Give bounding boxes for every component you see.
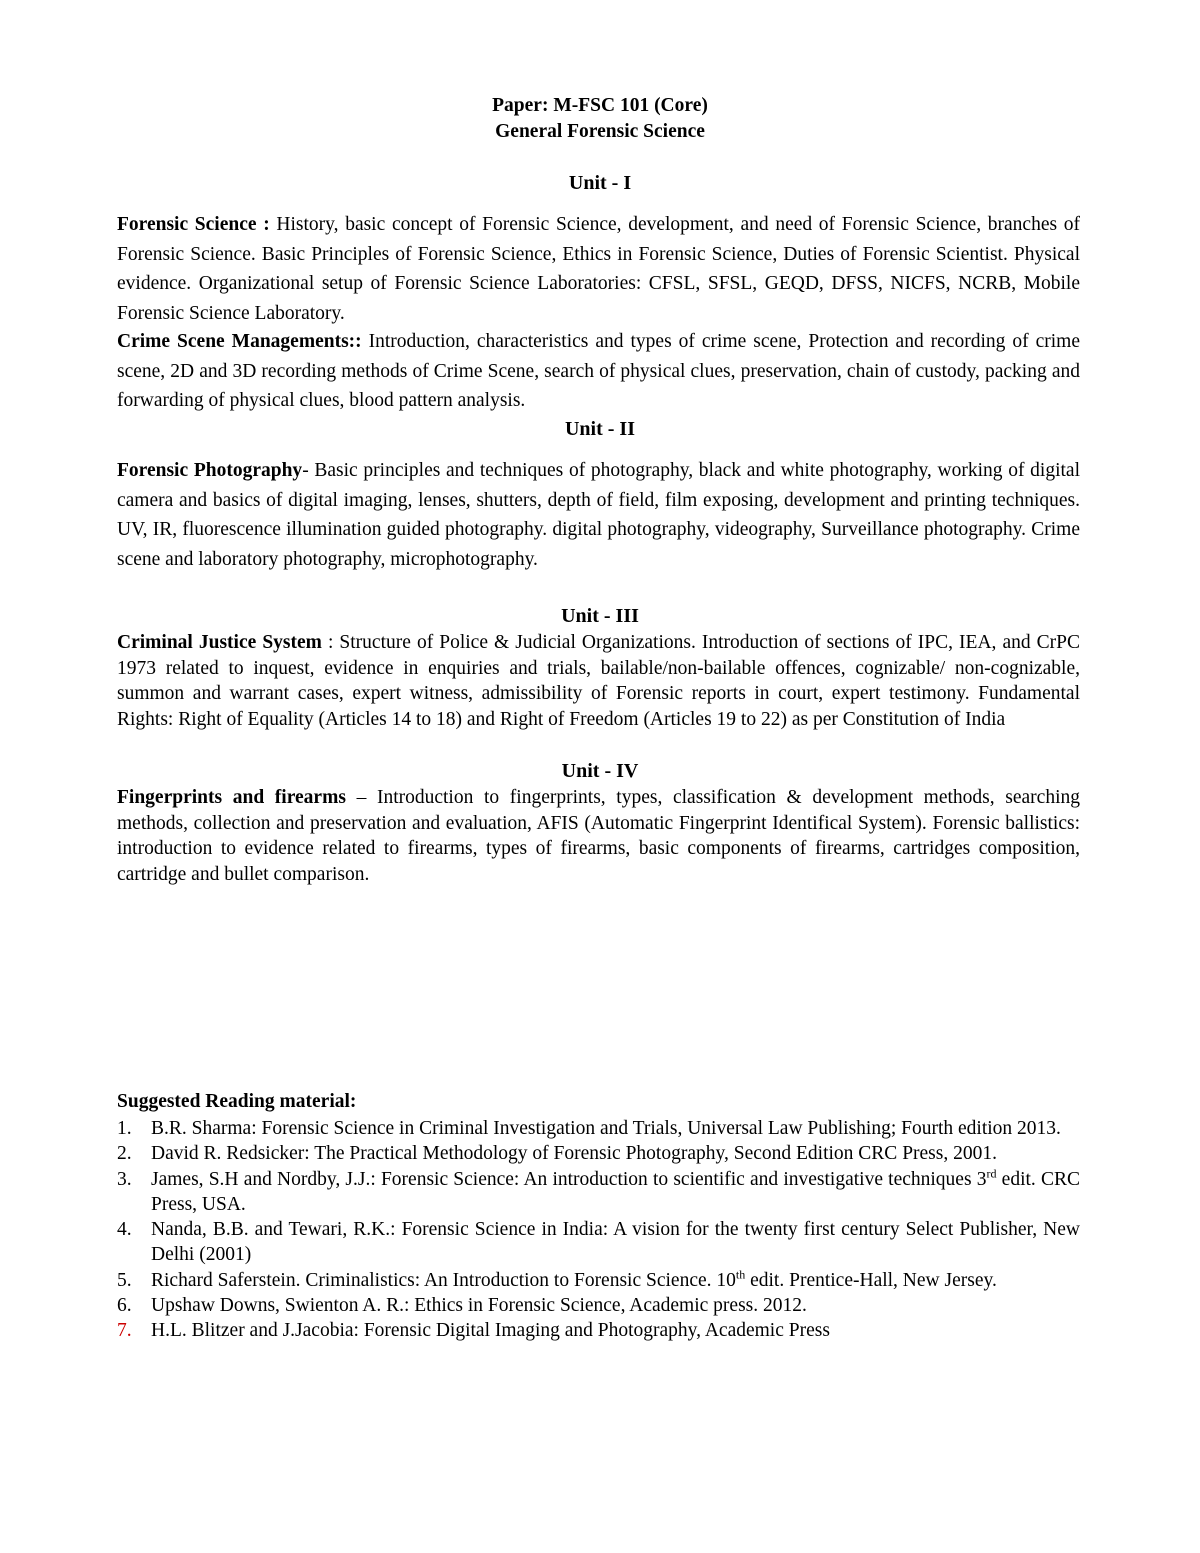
reading-item-text-pre: Richard Saferstein. Criminalistics: An Introduction to Forensic Science. 10: [151, 1269, 736, 1291]
reading-item-number: 3.: [117, 1168, 132, 1190]
unit-4-fingerprints-paragraph: [117, 785, 1080, 887]
unit-4-heading: Unit - IV: [561, 760, 639, 782]
paper-code-title: Paper: M-FSC 101 (Core): [492, 95, 708, 116]
reading-item-number: 1.: [117, 1118, 132, 1139]
reading-item-text-post: edit. Prentice-Hall, New Jersey.: [745, 1269, 997, 1291]
suggested-reading-heading: Suggested Reading material:: [117, 1091, 357, 1112]
suggested-reading-list: [117, 1116, 1080, 1344]
unit-3-heading: Unit - III: [561, 605, 639, 627]
reading-item: [117, 1167, 1080, 1218]
unit-1-heading: Unit - I: [568, 172, 632, 194]
term-forensic-photography: Forensic Photography: [117, 460, 303, 481]
reading-item-text-pre: James, S.H and Nordby, J.J.: Forensic Science: An introduction to scientific and investigative techniques 3: [151, 1168, 987, 1190]
paper-subject-title: General Forensic Science: [495, 121, 705, 142]
reading-item: [117, 1141, 1080, 1166]
unit-1-crime-scene-paragraph: [117, 327, 1080, 416]
term-crime-scene-managements: Crime Scene Managements::: [117, 331, 362, 352]
unit-3-justice-paragraph: [117, 630, 1080, 732]
term-fingerprints-and-firearms: Fingerprints and firearms: [117, 787, 346, 808]
reading-item-number: 4.: [117, 1219, 132, 1241]
reading-item: [117, 1217, 1080, 1268]
reading-item: [117, 1318, 1080, 1343]
unit-2-photography-text: - Basic principles and techniques of photography, black and white photography, working of digital camera and basics of digital imaging, lenses, shutters, depth of field, film exposing, development and printing techniques. UV, IR, fluorescence illumination guided photography. digital photography, videography, Surveillance photography. Crime scene and laboratory photography, microphotography.: [117, 460, 1080, 570]
unit-1-forensic-science-text: History, basic concept of Forensic Science, development, and need of Forensic Science, branches of Forensic Science. Basic Principles of Forensic Science, Ethics in Forensic Science, Duties of Forensic Scientist. Physical evidence. Organizational setup of Forensic Science Laboratories: CFSL, SFSL, GEQD, DFSS, NICFS, NCRB, Mobile Forensic Science Laboratory.: [117, 214, 1080, 324]
reading-item: [117, 1293, 1080, 1318]
reading-item-text-post: edit. CRC Press, USA.: [151, 1168, 1080, 1215]
reading-item-number: 5.: [117, 1269, 132, 1291]
reading-item-superscript: rd: [986, 1166, 997, 1181]
unit-2-heading: Unit - II: [564, 418, 635, 440]
reading-item: [117, 1268, 1080, 1293]
reading-item-superscript: th: [735, 1267, 746, 1282]
reading-item-text: B.R. Sharma: Forensic Science in Criminal Investigation and Trials, Universal Law Publishing; Fourth edition 2013.: [151, 1118, 1061, 1139]
reading-item-number: 7.: [117, 1320, 132, 1342]
unit-1-forensic-science-paragraph: [117, 210, 1080, 328]
reading-item: [117, 1116, 1080, 1141]
unit-4-fingerprints-text: – Introduction to fingerprints, types, classification & development methods, searching methods, collection and preservation and evaluation, AFIS (Automatic Fingerprint Identifical System). Forensic ballistics: introduction to evidence related to firearms, types of firearms, basic components of firearms, cartridges composition, cartridge and bullet comparison.: [117, 787, 1080, 885]
reading-item-text: Upshaw Downs, Swienton A. R.: Ethics in Forensic Science, Academic press. 2012.: [151, 1295, 807, 1317]
unit-2-photography-paragraph: [117, 456, 1080, 574]
reading-item-text: H.L. Blitzer and J.Jacobia: Forensic Digital Imaging and Photography, Academic Press: [151, 1320, 830, 1342]
unit-1-crime-scene-text: Introduction, characteristics and types of crime scene, Protection and recording of crime scene, 2D and 3D recording methods of Crime Scene, search of physical clues, preservation, chain of custody, packing and forwarding of physical clues, blood pattern analysis.: [117, 331, 1080, 411]
reading-item-text: David R. Redsicker: The Practical Methodology of Forensic Photography, Second Edition CRC Press, 2001.: [151, 1143, 997, 1165]
reading-item-number: 2.: [117, 1143, 132, 1165]
reading-item-text: Nanda, B.B. and Tewari, R.K.: Forensic Science in India: A vision for the twenty first century Select Publisher, New Delhi (2001): [151, 1219, 1080, 1266]
reading-item-number: 6.: [117, 1295, 132, 1317]
term-criminal-justice-system: Criminal Justice System: [117, 632, 322, 653]
term-forensic-science: Forensic Science :: [117, 214, 270, 235]
unit-3-justice-text: : Structure of Police & Judicial Organizations. Introduction of sections of IPC, IEA, and CrPC 1973 related to inquest, evidence in enquiries and trials, bailable/non-bailable offences, cognizable/ non-cognizable, summon and warrant cases, expert witness, admissibility of Forensic reports in court, expert testimony. Fundamental Rights: Right of Equality (Articles 14 to 18) and Right of Freedom (Articles 19 to 22) as per Constitution of India: [117, 632, 1080, 730]
